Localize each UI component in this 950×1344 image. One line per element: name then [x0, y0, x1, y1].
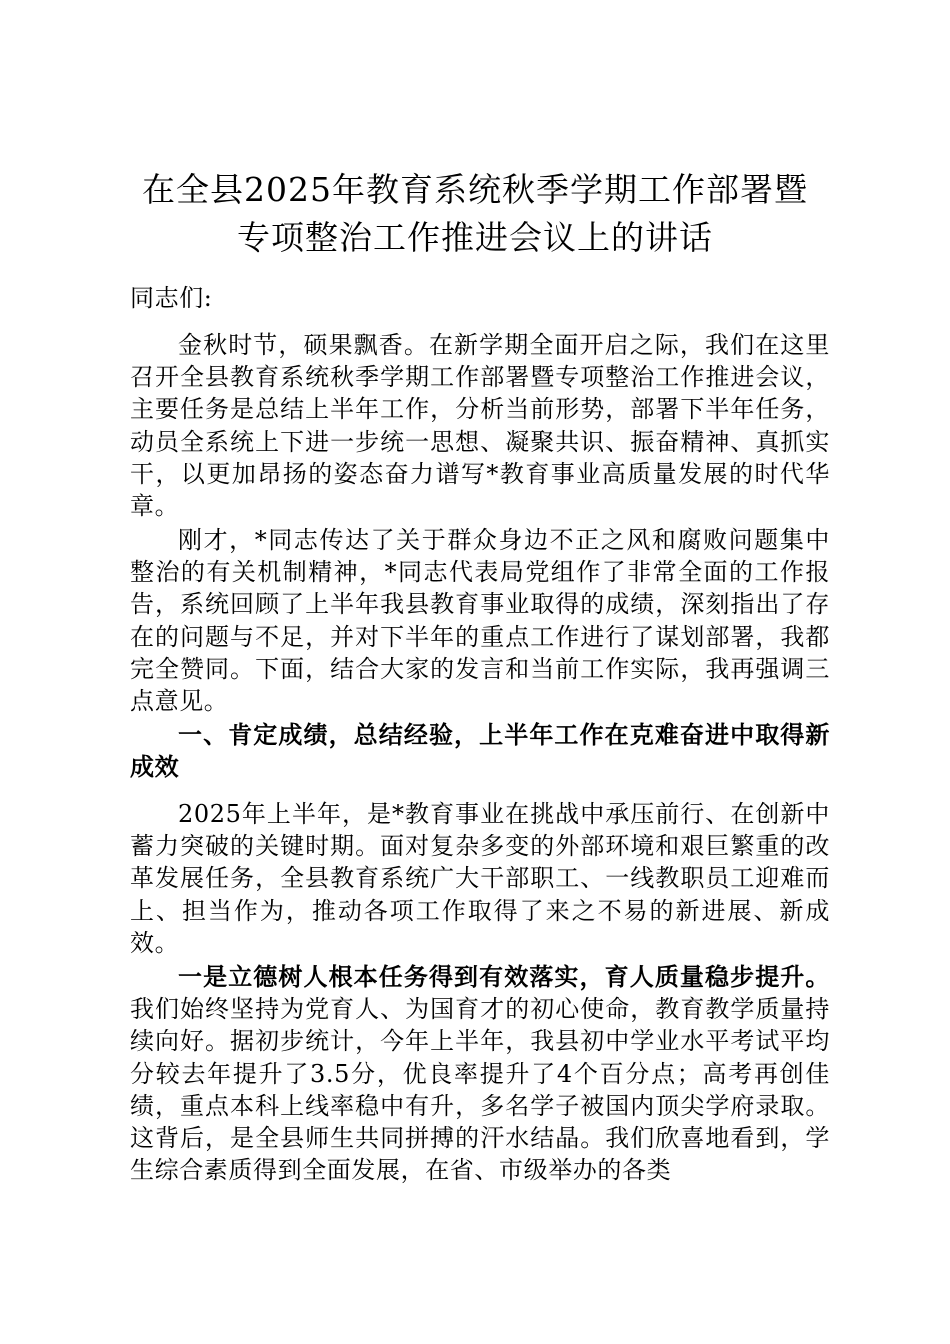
paragraph-opening: 金秋时节，硕果飘香。在新学期全面开启之际，我们在这里召开全县教育系统秋季学期工作部署暨专项整治工作推进会议，主要任务是总结上半年工作，分析当前形势，部署下半年任务，动员全系统上下进一步统一思想、凝聚共识、振奋精神、真抓实干，以更加昂扬的姿态奋力谱写*教育事业高质量发展的时代华章。 — [130, 331, 830, 521]
paragraph-review: 刚才，*同志传达了关于群众身边不正之风和腐败问题集中整治的有关机制精神，*同志代表局党组作了非常全面的工作报告，系统回顾了上半年我县教育事业取得的成绩，深刻指出了存在的问题与不足，并对下半年的重点工作进行了谋划部署，我都完全赞同。下面，结合大家的发言和当前工作实际，我再强调三点意见。 — [130, 526, 830, 716]
section-heading: 一、肯定成绩，总结经验，上半年工作在克难奋进中取得新成效 — [130, 720, 830, 782]
greeting: 同志们: — [130, 284, 213, 312]
document-title — [110, 166, 840, 262]
point-one-paragraph — [130, 961, 830, 1186]
point-one-lead: 一是立德树人根本任务得到有效落实，育人质量稳步提升。 — [178, 962, 830, 991]
point-one-text: 我们始终坚持为党育人、为国育才的初心使命，教育教学质量持续向好。据初步统计，今年上半年，我县初中学业水平考试平均分较去年提升了3.5分，优良率提升了4个百分点；高考再创佳绩，重点本科上线率稳中有升，多名学子被国内顶尖学府录取。这背后，是全县师生共同拼搏的汗水结晶。我们欣喜地看到，学生综合素质得到全面发展，在省、市级举办的各类 — [130, 995, 830, 1185]
title-line-2: 专项整治工作推进会议上的讲话 — [237, 218, 713, 257]
section-paragraph: 2025年上半年，是*教育事业在挑战中承压前行、在创新中蓄力突破的关键时期。面对复杂多变的外部环境和艰巨繁重的改革发展任务，全县教育系统广大干部职工、一线教职员工迎难而上、担当作为，推动各项工作取得了来之不易的新进展、新成效。 — [130, 800, 830, 957]
title-line-1: 在全县2025年教育系统秋季学期工作部署暨 — [142, 170, 808, 209]
